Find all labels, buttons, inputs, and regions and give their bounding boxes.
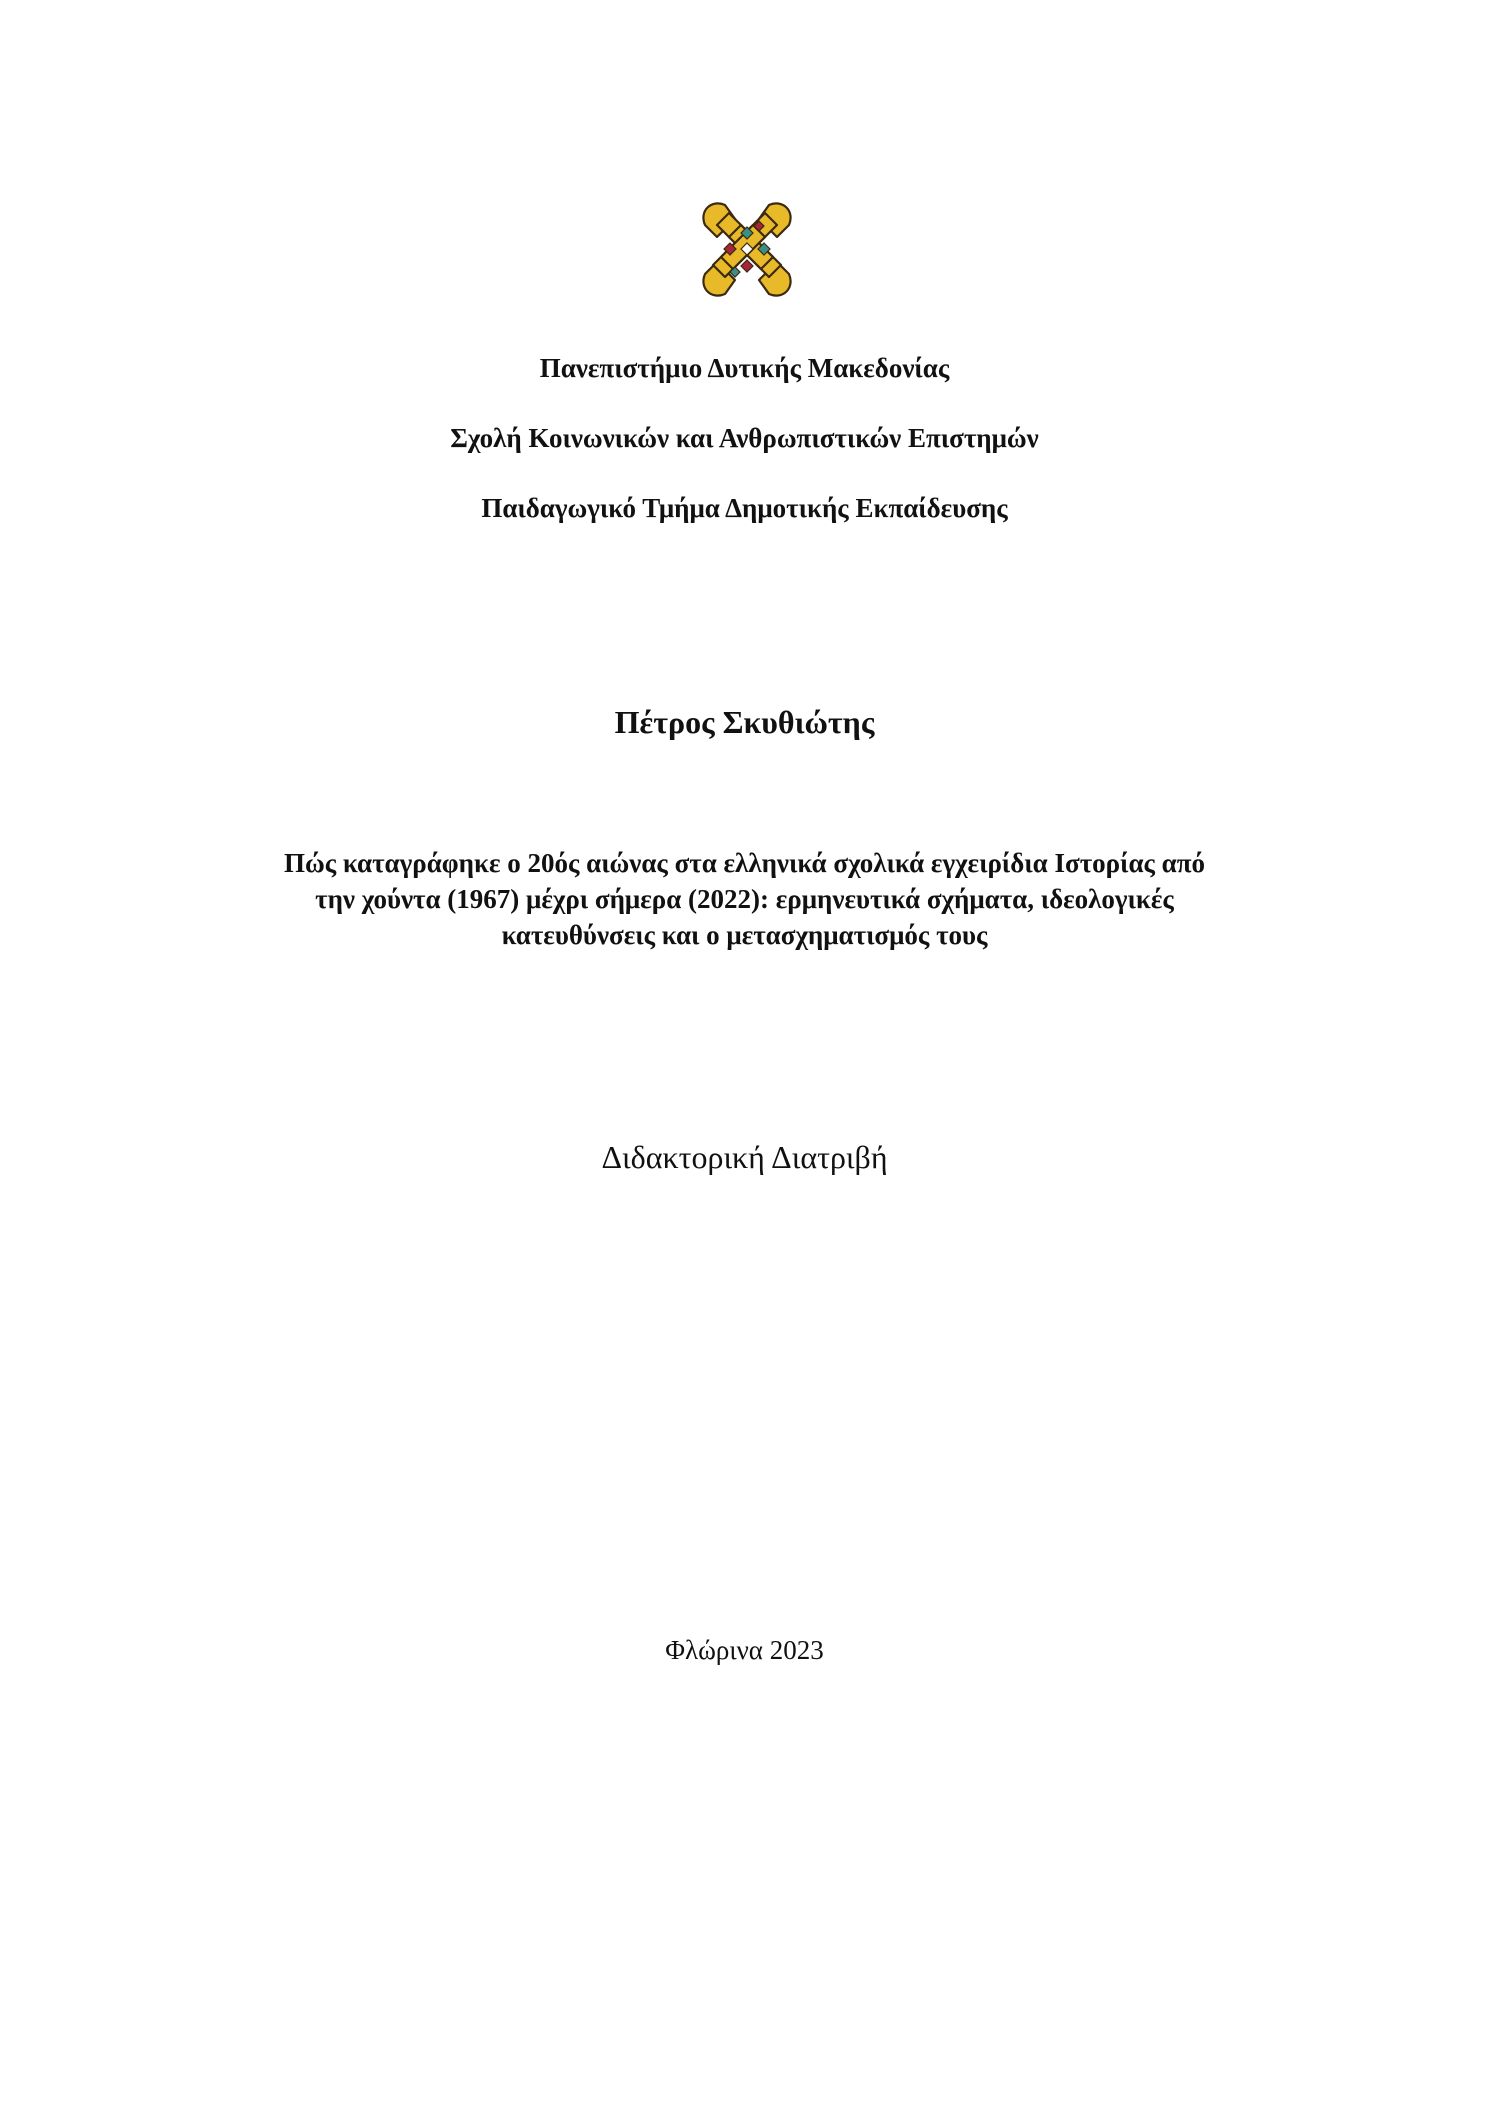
logo-cell-red-bottom [741, 260, 753, 272]
thesis-title [200, 845, 1289, 953]
university-knot-logo-icon [695, 197, 799, 302]
thesis-title-line: Πώς καταγράφηκε ο 20ός αιώνας στα ελληνικά σχολικά εγχειρίδια Ιστορίας από [283, 848, 1206, 878]
university-name: Πανεπιστήμιο Δυτικής Μακεδονίας [539, 353, 950, 383]
place-year: Φλώρινα 2023 [665, 1635, 824, 1665]
document-type: Διδακτορική Διατριβή [601, 1139, 888, 1175]
thesis-title-line: την χούντα (1967) μέχρι σήμερα (2022): ερμηνευτικά σχήματα, ιδεολογικές [315, 884, 1174, 914]
department-name: Παιδαγωγικό Τμήμα Δημοτικής Εκπαίδευσης [481, 493, 1008, 523]
thesis-title-line: κατευθύνσεις και ο μετασχηματισμός τους [501, 920, 988, 950]
author-name: Πέτρος Σκυθιώτης [614, 704, 875, 740]
school-name: Σχολή Κοινωνικών και Ανθρωπιστικών Επιστημών [450, 423, 1039, 453]
